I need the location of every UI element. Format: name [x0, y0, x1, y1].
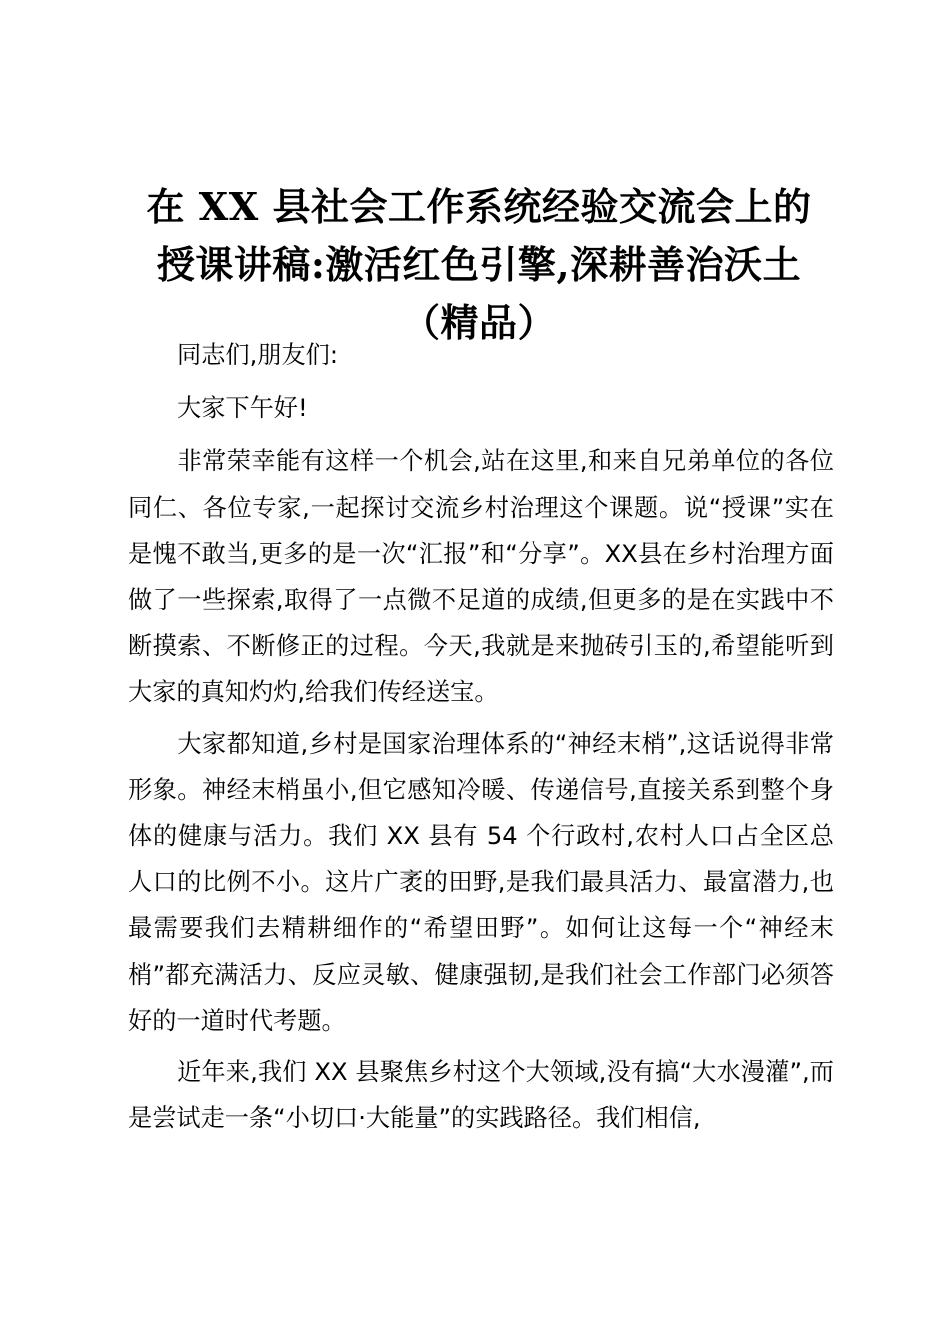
body-paragraph-3	[128, 1049, 834, 1141]
salutation-paragraph	[128, 332, 834, 378]
paragraph-3-text: 近年来,我们 XX 县聚焦乡村这个大领域,没有搞“大水漫灌”,而是尝试走一条“小切口·大能量”的实践路径。我们相信,	[128, 1058, 834, 1133]
paragraph-1-text: 非常荣幸能有这样一个机会,站在这里,和来自兄弟单位的各位同仁、各位专家,一起探讨交流乡村治理这个课题。说“授课”实在是愧不敢当,更多的是一次“汇报”和“分享”。XX县在乡村治理方面做了一些探索,取得了一点微不足道的成绩,但更多的是在实践中不断摸索、不断修正的过程。今天,我就是来抛砖引玉的,希望能听到大家的真知灼灼,给我们传经送宝。	[128, 447, 834, 707]
title-line-3: （精品）	[401, 300, 556, 345]
greeting-paragraph	[128, 385, 834, 431]
body-paragraph-2	[128, 721, 834, 1044]
paragraph-2-text: 大家都知道,乡村是国家治理体系的“神经末梢”,这话说得非常形象。神经末梢虽小,但它感知冷暖、传递信号,直接关系到整个身体的健康与活力。我们 XX 县有 54 个行政村,农村人口占全区总人口的比例不小。这片广袤的田野,是我们最具活力、最富潜力,也最需要我们去精耕细作的“希望田野”。如何让这每一个“神经末梢”都充满活力、反应灵敏、健康强韧,是我们社会工作部门必须答好的一道时代考题。	[128, 729, 834, 1035]
title-line-1: 在 XX 县社会工作系统经验交流会上的	[146, 184, 812, 229]
greeting-text: 大家下午好!	[177, 394, 308, 423]
document-title	[118, 178, 840, 352]
body-paragraph-1	[128, 438, 834, 715]
salutation-text: 同志们,朋友们:	[177, 341, 338, 369]
document-body	[128, 332, 834, 1146]
title-line-2: 授课讲稿:激活红色引擎,深耕善治沃土	[156, 242, 802, 287]
